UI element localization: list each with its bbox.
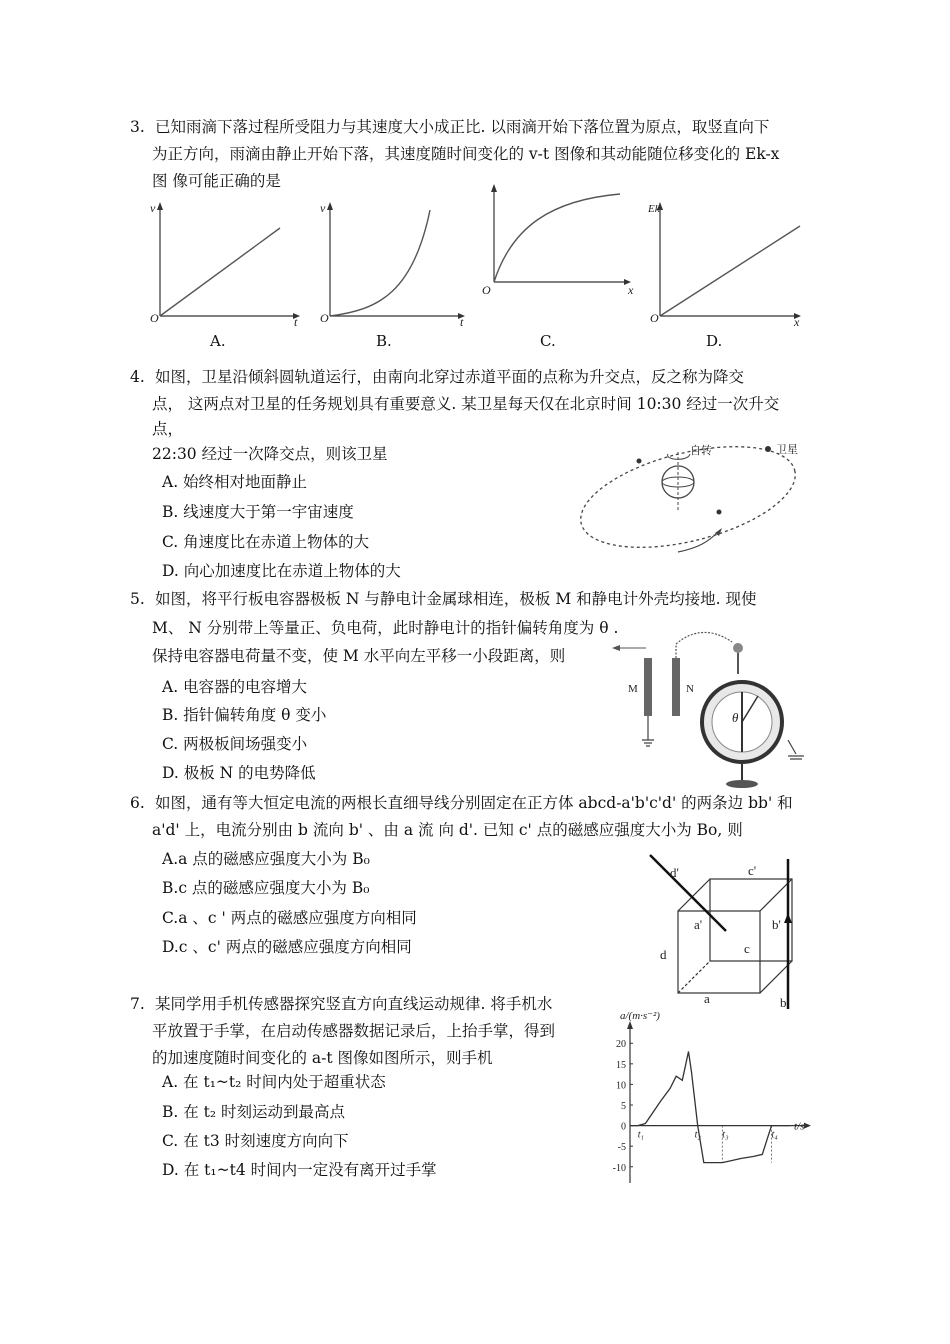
q4-line-2: 点， 这两点对卫星的任务规划具有重要意义. 某卫星每天仅在北京时间 10:30 经过一次升交 (152, 395, 780, 413)
q7-option-c[interactable]: C. 在 t3 时刻速度方向向下 (162, 1132, 349, 1150)
q5-line-1: 如图，将平行板电容器极板 N 与静电计金属球相连，极板 M 和静电计外壳均接地. 现使 (155, 590, 757, 608)
y-tick-label: -10 (612, 1162, 626, 1174)
q4-option-d[interactable]: D. 向心加速度比在赤道上物体的大 (162, 562, 401, 580)
q7-option-a[interactable]: A. 在 t₁~t₂ 时间内处于超重状态 (162, 1073, 386, 1091)
q5-plate-m: M (628, 683, 638, 695)
q4-orbit-figure (578, 432, 818, 562)
x-axis-arrow (804, 1123, 811, 1129)
y-tick-label: 15 (616, 1059, 626, 1071)
q7-option-d[interactable]: D. 在 t₁~t4 时间内一定没有离开过手掌 (162, 1161, 437, 1179)
q6-option-a[interactable]: A.a 点的磁感应强度大小为 B₀ (162, 850, 370, 868)
q5-option-a[interactable]: A. 电容器的电容增大 (162, 678, 308, 696)
y-tick-label: 5 (621, 1101, 626, 1112)
q7-option-b[interactable]: B. 在 t₂ 时刻运动到最高点 (162, 1103, 346, 1121)
q3-b-origin: O (320, 311, 329, 325)
q5-option-c[interactable]: C. 两极板间场强变小 (162, 735, 308, 753)
y-tick-label: 20 (616, 1039, 626, 1051)
q3-a-origin: O (150, 311, 159, 325)
q6-label-b-prime: b' (772, 917, 781, 932)
y-axis-label: a/(m·s⁻²) (620, 1010, 660, 1022)
x-tick-label: t₃ (722, 1129, 729, 1141)
q6-label-a: a (704, 991, 710, 1006)
q4-option-b[interactable]: B. 线速度大于第一宇宙速度 (162, 503, 354, 521)
q3-b-yaxis: v (320, 201, 326, 215)
q4-line-1: 如图，卫星沿倾斜圆轨道运行，由南向北穿过赤道平面的点称为升交点，反之称为降交 (155, 368, 745, 386)
q5-electroscope-figure (612, 630, 812, 770)
q4-rotation-label: 自转 (690, 445, 712, 457)
q6-label-b: b (780, 995, 787, 1010)
x-axis-label: t/s (794, 1120, 805, 1133)
q6-number: 6. (130, 794, 145, 812)
q3-c-origin: O (482, 283, 491, 297)
q3-line-1: 已知雨滴下落过程所受阻力与其速度大小成正比. 以雨滴开始下落位置为原点，取竖直向下 (155, 118, 770, 136)
q3-line-3: 图 像可能正确的是 (152, 172, 281, 190)
q4-line-4: 22:30 经过一次降交点，则该卫星 (152, 445, 388, 463)
q3-a-xaxis: t (294, 315, 298, 329)
y-axis-arrow (627, 1021, 633, 1029)
q7-acceleration-chart (600, 1010, 820, 1185)
q5-option-b[interactable]: B. 指针偏转角度 θ 变小 (162, 706, 327, 724)
q3-d-yaxis: Ek (648, 203, 660, 215)
q4-satellite-label: 卫星 (776, 444, 798, 456)
q7-number: 7. (130, 995, 145, 1013)
q5-line-2: M、 N 分别带上等量正、负电荷，此时静电计的指针偏转角度为 θ . (152, 619, 619, 637)
q6-label-a-prime: a' (694, 917, 703, 932)
q7-line-1: 某同学用手机传感器探究竖直方向直线运动规律. 将手机水 (155, 995, 553, 1013)
q6-label-d-prime: d' (670, 865, 679, 880)
q4-line-3: 点， (152, 420, 184, 438)
q3-c-xaxis: x (628, 283, 634, 297)
x-tick-label: t₂ (694, 1129, 701, 1141)
q5-line-3: 保持电容器电荷量不变，使 M 水平向左平移一小段距离，则 (152, 647, 566, 665)
q6-line-2: a'd' 上，电流分别由 b 流向 b' 、由 a 流 向 d'. 已知 c' 点的磁感应强度大小为 Bo, 则 (152, 821, 743, 839)
q5-number: 5. (130, 590, 145, 608)
series-line-acceleration (630, 1052, 790, 1163)
q6-label-c-prime: c' (748, 863, 757, 878)
x-tick-label: t₁ (637, 1129, 644, 1141)
q6-line-1: 如图，通有等大恒定电流的两根长直细导线分别固定在正方体 abcd-a'b'c'd' 的两条边 bb' 和 (155, 794, 793, 812)
q3-graph-d (648, 198, 808, 328)
y-tick-label: 0 (621, 1121, 626, 1133)
q6-option-d[interactable]: D.c 、c' 两点的磁感应强度方向相同 (162, 938, 412, 956)
q6-option-b[interactable]: B.c 点的磁感应强度大小为 B₀ (162, 879, 370, 897)
q3-number: 3. (130, 118, 145, 136)
q3-b-xaxis: t (460, 315, 464, 329)
q3-graph-d-label: D. (706, 332, 723, 350)
q3-graph-c-label: C. (540, 332, 556, 350)
q4-option-c[interactable]: C. 角速度比在赤道上物体的大 (162, 533, 370, 551)
q3-graph-b (318, 198, 468, 328)
q3-graph-a (148, 198, 298, 328)
q5-option-d[interactable]: D. 极板 N 的电势降低 (162, 764, 316, 782)
q5-angle-label: θ (732, 710, 739, 725)
q7-line-3: 的加速度随时间变化的 a-t 图像如图所示，则手机 (152, 1049, 493, 1067)
q3-graph-c (482, 186, 632, 296)
q3-graph-a-label: A. (210, 332, 226, 350)
q6-label-d: d (660, 947, 667, 962)
q5-plate-n: N (686, 683, 694, 695)
q4-option-a[interactable]: A. 始终相对地面静止 (162, 473, 308, 491)
q7-line-2: 平放置于手掌，在启动传感器数据记录后，上抬手掌，得到 (152, 1022, 556, 1040)
y-tick-label: 10 (616, 1080, 626, 1092)
q3-d-origin: O (650, 311, 659, 325)
q3-graph-b-label: B. (376, 332, 392, 350)
x-tick-label: t₄ (771, 1129, 778, 1141)
q6-option-c[interactable]: C.a 、c ' 两点的磁感应强度方向相同 (162, 909, 417, 927)
q6-cube-figure (648, 853, 828, 1013)
q3-a-yaxis: v (150, 201, 156, 215)
q6-label-c: c (744, 941, 750, 956)
q3-line-2: 为正方向，雨滴由静止开始下落，其速度随时间变化的 v-t 图像和其动能随位移变化的 Ek-x (152, 145, 780, 163)
q4-number: 4. (130, 368, 145, 386)
y-tick-label: -5 (617, 1142, 626, 1154)
q3-d-xaxis: x (794, 315, 800, 329)
